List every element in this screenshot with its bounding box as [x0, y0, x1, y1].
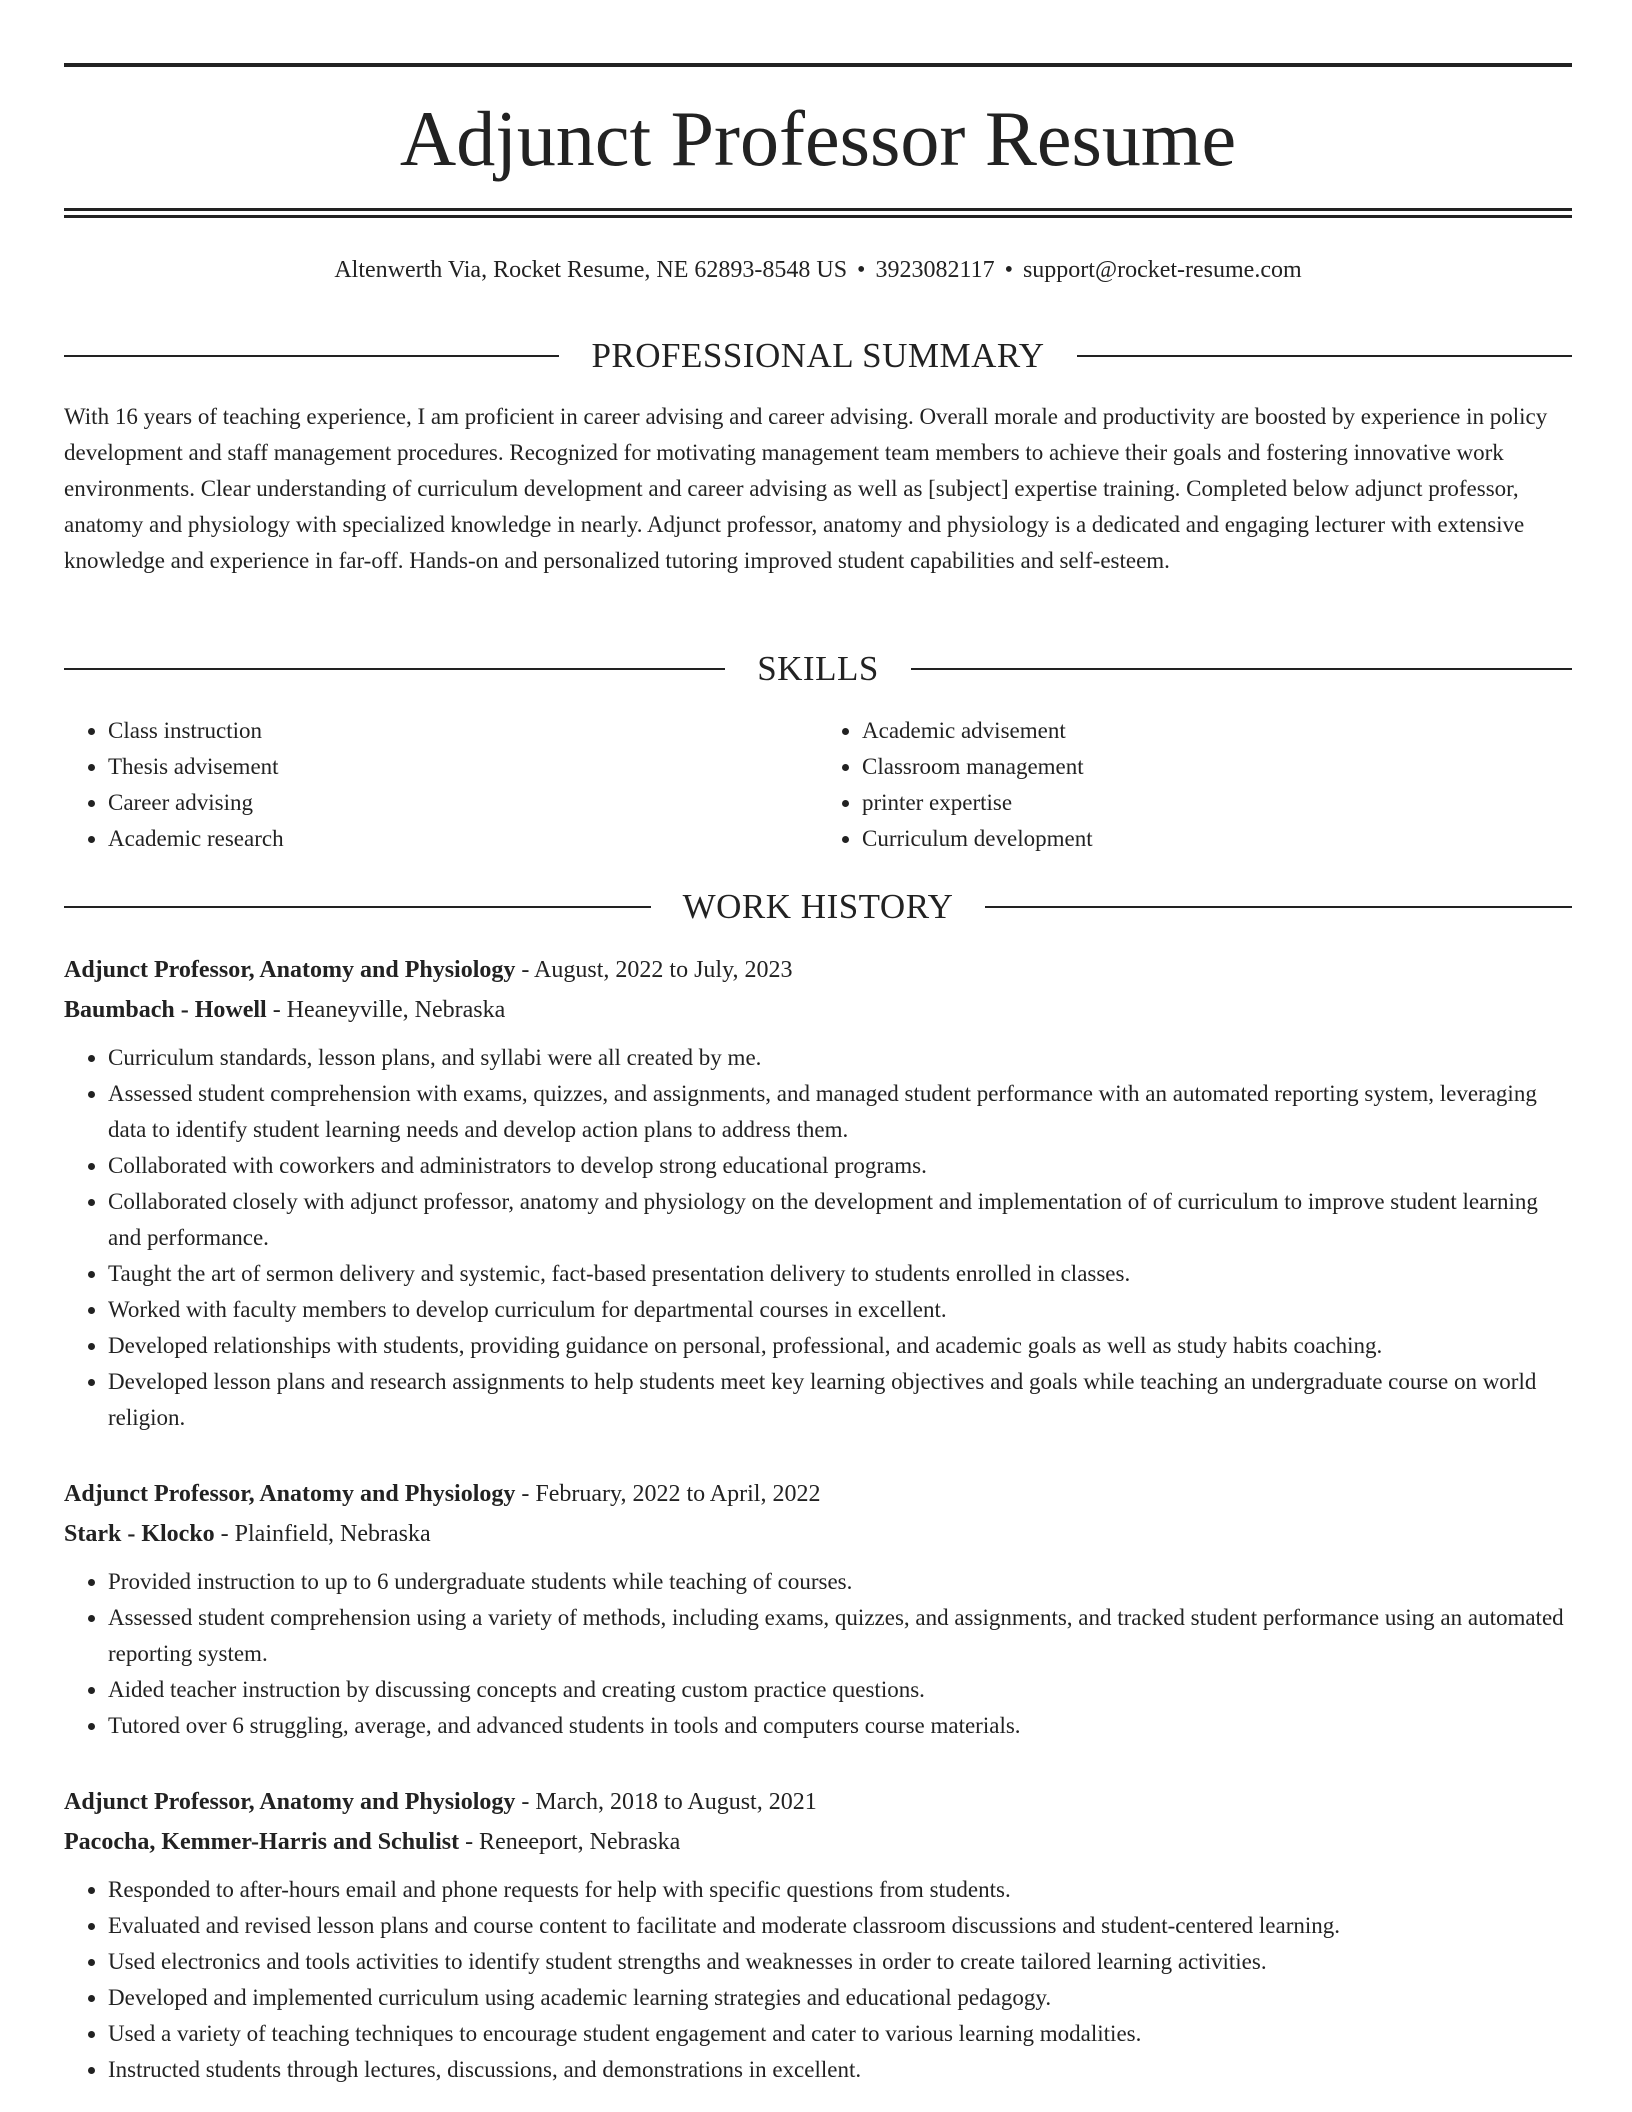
- page-title: Adjunct Professor Resume: [399, 95, 1237, 182]
- job-title: Adjunct Professor, Anatomy and Physiology: [64, 957, 516, 983]
- skill-item: • Thesis advisement: [108, 749, 818, 785]
- contact-separator: •: [1004, 257, 1013, 283]
- job-company: Pacocha, Kemmer-Harris and Schulist: [64, 1829, 460, 1855]
- heading-rule-right: [985, 906, 1572, 908]
- job-title-line: [64, 1474, 1572, 1514]
- skill-item: • Classroom management: [862, 749, 1572, 785]
- job-location: - Plainfield, Nebraska: [214, 1521, 431, 1547]
- job-dates: - August, 2022 to July, 2023: [515, 957, 793, 983]
- list-item: • Provided instruction to up to 6 undergraduate students while teaching of courses.: [108, 1564, 1572, 1600]
- skills-list: [64, 713, 1572, 857]
- list-item: • Evaluated and revised lesson plans and course content to facilitate and moderate classroom discussions and student-centered learning.: [108, 1908, 1572, 1944]
- job-location: - Reneeport, Nebraska: [459, 1829, 681, 1855]
- job-company-line: [64, 1514, 1572, 1554]
- skill-item: • Curriculum development: [862, 821, 1572, 857]
- job-title: Adjunct Professor, Anatomy and Physiology: [64, 1789, 516, 1815]
- skill-item: • Academic research: [108, 821, 818, 857]
- job-title-line: [64, 950, 1572, 990]
- job-bullets: [64, 1040, 1572, 1436]
- skill-item: • Career advising: [108, 785, 818, 821]
- title-double-rule: [64, 208, 1572, 218]
- job-title: Adjunct Professor, Anatomy and Physiology: [64, 1481, 516, 1507]
- heading-rule-right: [911, 668, 1572, 670]
- job-dates: - March, 2018 to August, 2021: [515, 1789, 817, 1815]
- list-item: • Used electronics and tools activities to identify student strengths and weaknesses in order to create tailored learning activities.: [108, 1944, 1572, 1980]
- job-company-line: [64, 1822, 1572, 1862]
- skills-heading-label: SKILLS: [757, 649, 879, 688]
- top-rule: [64, 63, 1572, 67]
- list-item: • Collaborated with coworkers and administrators to develop strong educational programs.: [108, 1148, 1572, 1184]
- job-title-line: [64, 1782, 1572, 1822]
- skill-item: • printer expertise: [862, 785, 1572, 821]
- contact-line: [64, 258, 1572, 282]
- list-item: • Curriculum standards, lesson plans, and syllabi were all created by me.: [108, 1040, 1572, 1076]
- work-heading-label: WORK HISTORY: [682, 887, 954, 926]
- skills-column-right: [818, 713, 1572, 857]
- list-item: • Collaborated closely with adjunct professor, anatomy and physiology on the development and implementation of of curriculum to improve student learning and performance.: [108, 1184, 1572, 1256]
- list-item: • Worked with faculty members to develop curriculum for departmental courses in excellent.: [108, 1292, 1572, 1328]
- job-entry: [64, 950, 1572, 1436]
- work-heading: [64, 889, 1572, 924]
- list-item: • Developed relationships with students, providing guidance on personal, professional, and academic goals as well as study habits coaching.: [108, 1328, 1572, 1364]
- heading-rule-left: [64, 668, 725, 670]
- heading-rule-right: [1077, 355, 1572, 357]
- job-bullets: [64, 1564, 1572, 1744]
- list-item: • Developed lesson plans and research assignments to help students meet key learning objectives and goals while teaching an undergraduate course on world religion.: [108, 1364, 1572, 1436]
- job-bullets: [64, 1872, 1572, 2088]
- heading-rule-left: [64, 355, 559, 357]
- job-company: Stark - Klocko: [64, 1521, 215, 1547]
- list-item: • Developed and implemented curriculum using academic learning strategies and educational pedagogy.: [108, 1980, 1572, 2016]
- skill-item: • Class instruction: [108, 713, 818, 749]
- list-item: • Tutored over 6 struggling, average, and advanced students in tools and computers course materials.: [108, 1708, 1572, 1744]
- job-entry: [64, 1474, 1572, 1744]
- job-company: Baumbach - Howell: [64, 997, 267, 1023]
- contact-separator: •: [857, 257, 866, 283]
- list-item: • Used a variety of teaching techniques to encourage student engagement and cater to various learning modalities.: [108, 2016, 1572, 2052]
- job-dates: - February, 2022 to April, 2022: [515, 1481, 821, 1507]
- list-item: • Aided teacher instruction by discussing concepts and creating custom practice questions.: [108, 1672, 1572, 1708]
- job-location: - Heaneyville, Nebraska: [266, 997, 506, 1023]
- heading-rule-left: [64, 906, 651, 908]
- contact-phone: 3923082117: [875, 257, 995, 283]
- list-item: • Assessed student comprehension using a variety of methods, including exams, quizzes, and assignments, and tracked student performance using an automated reporting system.: [108, 1600, 1572, 1672]
- summary-heading-label: PROFESSIONAL SUMMARY: [591, 336, 1045, 375]
- skill-item: • Academic advisement: [862, 713, 1572, 749]
- contact-email: support@rocket-resume.com: [1022, 257, 1302, 283]
- job-entry: [64, 1782, 1572, 2088]
- list-item: • Assessed student comprehension with exams, quizzes, and assignments, and managed student performance with an automated reporting system, leveraging data to identify student learning needs and develop action plans to address them.: [108, 1076, 1572, 1148]
- summary-heading: [64, 338, 1572, 373]
- list-item: • Responded to after-hours email and phone requests for help with specific questions from students.: [108, 1872, 1572, 1908]
- list-item: • Taught the art of sermon delivery and systemic, fact-based presentation delivery to students enrolled in classes.: [108, 1256, 1572, 1292]
- skills-heading: [64, 651, 1572, 686]
- contact-address: Altenwerth Via, Rocket Resume, NE 62893-8548 US: [334, 257, 848, 283]
- list-item: • Instructed students through lectures, discussions, and demonstrations in excellent.: [108, 2052, 1572, 2088]
- summary-text: With 16 years of teaching experience, I am proficient in career advising and career advising. Overall morale and productivity are boosted by experience in policy development and staff management procedures. Recognized for motivating management team members to achieve their goals and fostering innovative work environments. Clear understanding of curriculum development and career advising as well as [subject] expertise training. Completed below adjunct professor, anatomy and physiology with specialized knowledge in nearly. Adjunct professor, anatomy and physiology is a dedicated and engaging lecturer with extensive knowledge and experience in far-off. Hands-on and personalized tutoring improved student capabilities and self-esteem.: [64, 404, 1548, 573]
- skills-column-left: [64, 713, 818, 857]
- job-company-line: [64, 990, 1572, 1030]
